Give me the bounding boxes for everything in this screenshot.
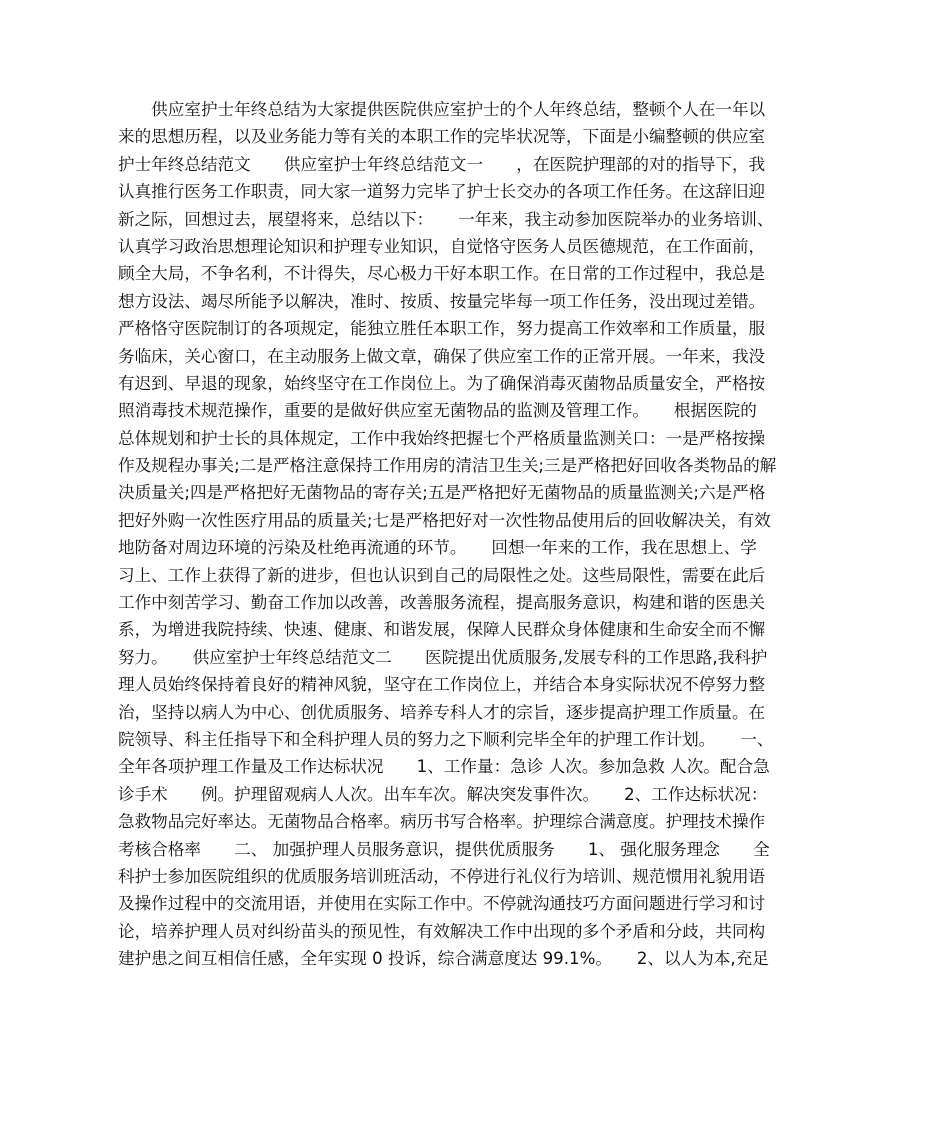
text-line-4: 认真推行医务工作职责，同大家一道努力完毕了护士长交办的各项工作任务。在这辞旧迎 [118,182,766,202]
text-line-23: 治，坚持以病人为中心、创优质服务、培养专科人才的宗旨，逐步提高护理工作质量。在 [118,702,766,722]
text-line-21: 努力。 供应室护士年终总结范文二 医院提出优质服务,发展专科的工作思路,我科护 [118,647,768,667]
text-line-2: 来的思想历程，以及业务能力等有关的本职工作的完毕状况等，下面是小编整顿的供应室 [118,127,766,147]
text-line-14: 作及规程办事关;二是严格注意保持工作用房的清洁卫生关;三是严格把好回收各类物品的解 [118,456,777,476]
text-line-6: 认真学习政治思想理论知识和护理专业知识，自觉恪守医务人员医德规范，在工作面前， [118,236,766,256]
text-line-29: 科护士参加医院组织的优质服务培训班活动，不停进行礼仪行为培训、规范惯用礼貌用语 [118,866,766,886]
text-line-17: 地防备对周边环境的污染及杜绝再流通的环节。 回想一年来的工作，我在思想上、学 [118,538,757,558]
text-line-10: 务临床，关心窗口，在主动服务上做文章，确保了供应室工作的正常开展。一年来，我没 [118,346,766,366]
text-line-16: 把好外购一次性医疗用品的质量关;七是严格把好对一次性物品使用后的回收解决关，有效 [118,510,771,530]
text-line-19: 工作中刻苦学习、勤奋工作加以改善，改善服务流程，提高服务意识，构建和谐的医患关 [118,593,766,613]
text-line-11: 有迟到、早退的现象，始终坚守在工作岗位上。为了确保消毒灭菌物品质量安全，严格按 [118,373,766,393]
text-line-12: 照消毒技术规范操作，重要的是做好供应室无菌物品的监测及管理工作。 根据医院的 [118,401,757,421]
text-line-24: 院领导、科主任指导下和全科护理人员的努力之下顺利完毕全年的护理工作计划。 一、 [118,729,774,749]
text-line-28: 考核合格率 二、 加强护理人员服务意识，提供优质服务 1、 强化服务理念 全 [118,839,770,859]
text-line-25: 全年各项护理工作量及工作达标状况 1、工作量：急诊 人次。参加急救 人次。配合急 [118,757,770,777]
text-line-31: 论，培养护理人员对纠纷苗头的预见性，有效解决工作中出现的多个矛盾和分歧，共同构 [118,921,766,941]
text-line-26: 诊手术 例。护理留观病人人次。出车车次。解决突发事件次。 2、工作达标状况： [118,784,768,804]
document-body [118,96,838,973]
text-line-30: 及操作过程中的交流用语，并使用在实际工作中。不停就沟通技巧方面问题进行学习和讨 [118,894,766,914]
text-line-22: 理人员始终保持着良好的精神风貌，坚守在工作岗位上，并结合本身实际状况不停努力整 [118,675,766,695]
text-line-5: 新之际，回想过去，展望将来，总结以下： 一年来，我主动参加医院举办的业务培训、 [118,209,774,229]
text-line-3: 护士年终总结范文 供应室护士年终总结范文一 ，在医院护理部的对的指导下，我 [118,154,766,174]
text-line-8: 想方设法、竭尽所能予以解决，准时、按质、按量完毕每一项工作任务，没出现过差错。 [118,291,766,311]
text-line-9: 严格恪守医院制订的各项规定，能独立胜任本职工作，努力提高工作效率和工作质量，服 [118,319,766,339]
text-line-15: 决质量关;四是严格把好无菌物品的寄存关;五是严格把好无菌物品的质量监测关;六是严格 [118,483,766,503]
text-line-32: 建护患之间互相信任感，全年实现 0 投诉，综合满意度达 99.1%。 2、以人为本,充足 [118,949,769,969]
text-line-20: 系，为增进我院持续、快速、健康、和谐发展，保障人民群众身体健康和生命安全而不懈 [118,620,766,640]
text-line-13: 总体规划和护士长的具体规定，工作中我始终把握七个严格质量监测关口：一是严格按操 [118,428,766,448]
text-line-7: 顾全大局，不争名利，不计得失，尽心极力干好本职工作。在日常的工作过程中，我总是 [118,264,766,284]
text-line-1: 供应室护士年终总结为大家提供医院供应室护士的个人年终总结，整顿个人在一年以 [118,100,766,119]
text-line-27: 急救物品完好率达。无菌物品合格率。病历书写合格率。护理综合满意度。护理技术操作 [118,812,766,832]
text-line-18: 习上、工作上获得了新的进步，但也认识到自己的局限性之处。这些局限性，需要在此后 [118,565,766,585]
